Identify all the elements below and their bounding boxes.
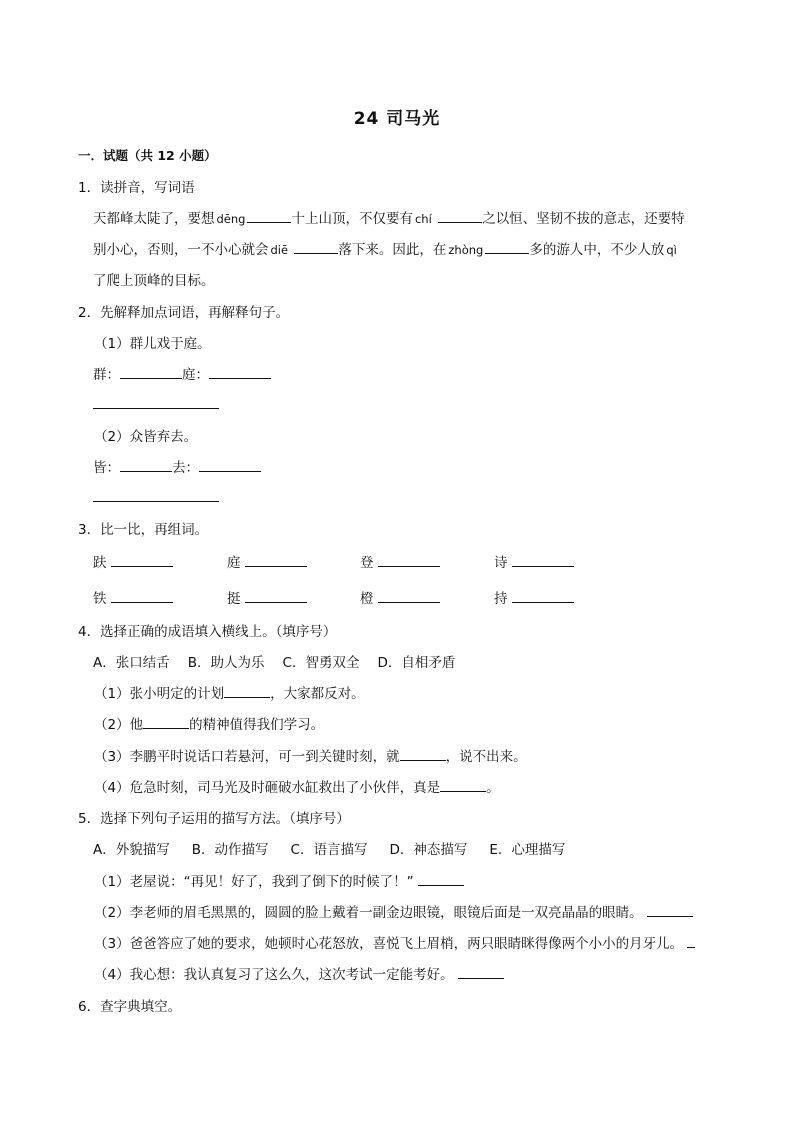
q3-row2-cell-2: 挺 xyxy=(227,587,307,607)
answer-blank[interactable] xyxy=(120,457,172,472)
q3-row2-cell-4: 持 xyxy=(494,587,574,607)
answer-blank[interactable] xyxy=(440,777,486,792)
q4-sentence-1: （1）张小明定的计划 ，大家都反对。 xyxy=(94,682,365,702)
q4-sentence-2: （2）他 的精神值得我们学习。 xyxy=(94,713,324,733)
option-c: C．智勇双全 xyxy=(282,655,360,671)
option-d: D．神态描写 xyxy=(389,842,468,858)
pinyin-4: zhòng xyxy=(448,243,484,257)
q2-sentence-answer-2 xyxy=(93,487,219,506)
q4-heading: 4．选择正确的成语填入横线上。（填序号） xyxy=(78,624,337,640)
answer-blank[interactable] xyxy=(400,746,446,761)
option-c: C．语言描写 xyxy=(290,842,368,858)
q5-sentence-2: （2）李老师的眉毛黑黑的，圆圆的脸上戴着一副金边眼镜，眼镜后面是一双亮晶晶的眼睛。 xyxy=(94,901,693,921)
answer-blank[interactable] xyxy=(245,588,307,603)
answer-blank[interactable] xyxy=(93,487,219,502)
answer-blank[interactable] xyxy=(224,683,270,698)
answer-blank[interactable] xyxy=(143,714,189,729)
pinyin-2: chí xyxy=(414,212,432,226)
answer-blank[interactable] xyxy=(512,588,574,603)
q5-sentence-3: （3）爸爸答应了她的要求，她顿时心花怒放，喜悦飞上眉梢，两只眼睛眯得像两个小小的月牙儿。 xyxy=(94,932,695,952)
answer-blank[interactable] xyxy=(209,364,271,379)
answer-blank[interactable] xyxy=(512,552,574,567)
q4-sentence-4: （4）危急时刻，司马光及时砸破水缸救出了小伙伴，真是 。 xyxy=(94,776,500,796)
answer-blank[interactable] xyxy=(93,394,219,409)
answer-blank[interactable] xyxy=(247,208,291,223)
q4-options xyxy=(93,651,455,671)
answer-blank[interactable] xyxy=(120,364,182,379)
q2-words-1: 群： 庭： xyxy=(93,363,271,383)
q3-row2-cell-3: 橙 xyxy=(360,587,440,607)
q1-line-2: 别小心，否则，一不小心就会 diē 落下来。因此，在 zhòng 多的游人中，不少人放 qì xyxy=(93,238,679,258)
answer-blank[interactable] xyxy=(199,457,261,472)
section-heading: 一．试题（共 12 小题） xyxy=(78,148,217,163)
q2-words-2: 皆： 去： xyxy=(93,456,261,476)
q1-line-1: 天都峰太陡了，要想 dēng 十上山顶，不仅要有 chí 之以恒、坚韧不拔的意志，还要特 xyxy=(93,207,685,227)
answer-blank[interactable] xyxy=(294,239,338,254)
answer-blank[interactable] xyxy=(418,871,464,886)
document-title: 24 司马光 xyxy=(353,109,441,129)
answer-blank[interactable] xyxy=(458,964,504,979)
option-a: A．张口结舌 xyxy=(93,655,170,671)
option-a: A．外貌描写 xyxy=(93,842,170,858)
q3-row1-cell-4: 诗 xyxy=(494,551,574,571)
option-b: B．动作描写 xyxy=(191,842,269,858)
answer-blank[interactable] xyxy=(687,933,695,948)
answer-blank[interactable] xyxy=(378,588,440,603)
option-d: D．自相矛盾 xyxy=(377,655,456,671)
q2-heading: 2．先解释加点词语，再解释句子。 xyxy=(78,305,290,321)
pinyin-1: dēng xyxy=(216,212,246,226)
answer-blank[interactable] xyxy=(485,239,529,254)
q3-row1-cell-1: 趺 xyxy=(93,551,173,571)
q2-sentence-1: （1）群儿戏于庭。 xyxy=(94,336,211,352)
q2-sentence-2: （2）众皆弃去。 xyxy=(94,429,198,445)
q5-options xyxy=(93,838,565,858)
answer-blank[interactable] xyxy=(438,208,482,223)
q5-sentence-1: （1）老屋说：“再见！好了，我到了倒下的时候了！” xyxy=(94,870,464,890)
q3-row1-cell-3: 登 xyxy=(360,551,440,571)
answer-blank[interactable] xyxy=(378,552,440,567)
q5-heading: 5．选择下列句子运用的描写方法。（填序号） xyxy=(78,811,350,827)
q1-line-3: 了爬上顶峰的目标。 xyxy=(93,273,215,289)
option-e: E．心理描写 xyxy=(489,842,566,858)
pinyin-3: diē xyxy=(270,243,289,257)
pinyin-5: qì xyxy=(666,243,677,257)
q4-sentence-3: （3）李鹏平时说话口若悬河，可一到关键时刻，就 ，说不出来。 xyxy=(94,745,527,765)
option-b: B．助人为乐 xyxy=(187,655,265,671)
q3-row2-cell-1: 铁 xyxy=(93,587,173,607)
answer-blank[interactable] xyxy=(111,552,173,567)
q6-heading: 6．查字典填空。 xyxy=(78,999,182,1015)
answer-blank[interactable] xyxy=(111,588,173,603)
answer-blank[interactable] xyxy=(647,902,693,917)
q2-sentence-answer-1 xyxy=(93,394,219,413)
answer-blank[interactable] xyxy=(245,552,307,567)
q3-heading: 3．比一比，再组词。 xyxy=(78,522,209,538)
q5-sentence-4: （4）我心想：我认真复习了这么久，这次考试一定能考好。 xyxy=(94,963,504,983)
q1-heading: 1．读拼音，写词语 xyxy=(78,180,195,196)
q3-row1-cell-2: 庭 xyxy=(227,551,307,571)
